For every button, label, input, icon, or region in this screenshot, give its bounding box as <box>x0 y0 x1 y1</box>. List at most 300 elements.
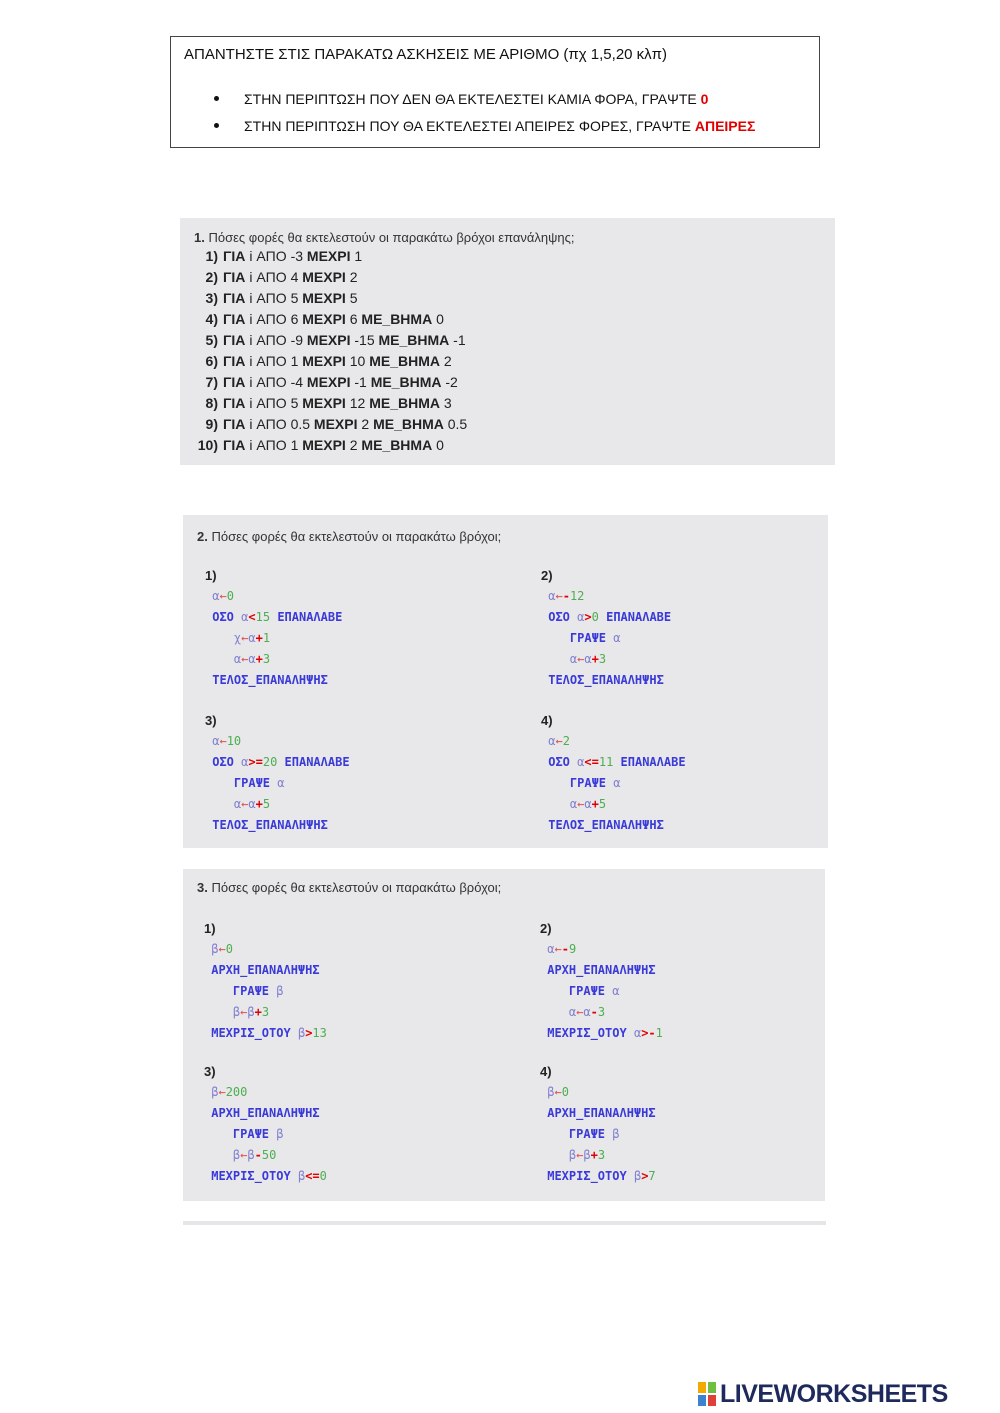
bullet-dot-icon <box>214 96 219 101</box>
exercise-1-panel <box>180 218 835 465</box>
loop-variable: i <box>249 374 253 390</box>
step-value: 3 <box>443 395 452 411</box>
item-number: 6) <box>205 353 218 369</box>
code-line <box>204 1082 327 1103</box>
code-line <box>205 815 350 836</box>
from-value: 1 <box>290 437 299 453</box>
number: 3 <box>262 652 271 666</box>
keyword-until: ΜΕΧΡΙΣ_ΟΤΟΥ <box>547 1026 627 1040</box>
loop-variable: i <box>249 290 253 306</box>
item-number: 3) <box>205 290 218 306</box>
variable: α <box>583 1005 591 1019</box>
code-block <box>205 710 350 836</box>
assign-arrow-icon: ← <box>576 1148 584 1162</box>
code-block <box>205 565 342 691</box>
keyword-write: ΓΡΑΨΕ <box>568 1127 606 1141</box>
variable: β <box>247 1005 255 1019</box>
number: 1 <box>655 1026 663 1040</box>
variable: α <box>248 797 256 811</box>
from-value: 5 <box>290 290 299 306</box>
minus-sign: - <box>562 589 570 603</box>
divider <box>183 1221 826 1225</box>
keyword-write: ΓΡΑΨΕ <box>569 631 607 645</box>
block-number: 2) <box>540 921 552 936</box>
variable: α <box>584 652 592 666</box>
keyword-while: ΟΣΟ <box>212 755 234 769</box>
variable: α <box>569 797 578 811</box>
variable: α <box>548 734 556 748</box>
from-value: 5 <box>290 395 299 411</box>
number: 0 <box>319 1169 327 1183</box>
keyword-end: ΤΕΛΟΣ_ΕΠΑΝΑΛΗΨΗΣ <box>548 673 664 687</box>
keyword-from: ΑΠΟ <box>256 374 287 390</box>
assign-arrow-icon: ← <box>218 942 226 956</box>
keyword-write: ΓΡΑΨΕ <box>233 776 271 790</box>
variable: α <box>612 984 620 998</box>
code-line <box>205 752 350 773</box>
item-number: 5) <box>205 332 218 348</box>
keyword-repeat: ΕΠΑΝΑΛΑΒΕ <box>277 610 343 624</box>
code-line <box>541 607 671 628</box>
loop-variable: i <box>249 353 253 369</box>
code-block <box>204 918 327 1044</box>
exercise-2-panel <box>183 515 828 848</box>
assign-arrow-icon: ← <box>555 734 563 748</box>
assign-arrow-icon: ← <box>577 797 585 811</box>
keyword-while: ΟΣΟ <box>548 755 570 769</box>
bullet-emphasis: ΑΠΕΙΡΕΣ <box>694 118 756 134</box>
keyword-step: ΜΕ_ΒΗΜΑ <box>378 332 450 348</box>
keyword-to: ΜΕΧΡΙ <box>302 437 346 453</box>
variable: α <box>584 797 592 811</box>
keyword-for: ΓΙΑ <box>223 248 246 264</box>
keyword-repeat: ΕΠΑΝΑΛΑΒΕ <box>606 610 672 624</box>
exercise-1-item <box>188 269 358 285</box>
code-line <box>540 1145 656 1166</box>
number: 5 <box>262 797 271 811</box>
variable: β <box>211 942 219 956</box>
keyword-from: ΑΠΟ <box>256 437 287 453</box>
operator: + <box>590 1148 598 1162</box>
keyword-repeat-start: ΑΡΧΗ_ΕΠΑΝΑΛΗΨΗΣ <box>547 963 656 977</box>
variable: β <box>276 1127 284 1141</box>
code-line <box>204 981 327 1002</box>
variable: α <box>248 652 256 666</box>
step-value: 0.5 <box>447 416 468 432</box>
exercise-1-title: 1. Πόσες φορές θα εκτελεστούν οι παρακάτω βρόχοι επανάληψης; <box>194 230 575 245</box>
assign-arrow-icon: ← <box>241 797 249 811</box>
exercise-3-title: 3. Πόσες φορές θα εκτελεστούν οι παρακάτω βρόχοι; <box>197 880 502 895</box>
keyword-for: ΓΙΑ <box>223 374 246 390</box>
keyword-for: ΓΙΑ <box>223 311 246 327</box>
to-value: 2 <box>349 269 358 285</box>
from-value: -9 <box>290 332 304 348</box>
assign-arrow-icon: ← <box>576 1005 584 1019</box>
step-value: -2 <box>445 374 458 390</box>
bullet-emphasis: 0 <box>700 91 709 107</box>
logo-square <box>697 1394 707 1407</box>
assign-arrow-icon: ← <box>218 1085 226 1099</box>
variable: α <box>568 1005 577 1019</box>
bullet-text: ΣΤΗΝ ΠΕΡΙΠΤΩΣΗ ΠΟΥ ΘΑ ΕΚΤΕΛΕΣΤΕΙ ΑΠΕΙΡΕΣ ΦΟΡΕΣ, ΓΡΑΨΤΕ <box>244 118 695 134</box>
keyword-step: ΜΕ_ΒΗΜΑ <box>361 311 433 327</box>
loop-variable: i <box>249 311 253 327</box>
from-value: 1 <box>290 353 299 369</box>
logo-square <box>697 1381 707 1394</box>
variable: α <box>577 755 585 769</box>
keyword-for: ΓΙΑ <box>223 290 246 306</box>
block-number: 4) <box>540 1064 552 1079</box>
code-line <box>205 773 350 794</box>
keyword-from: ΑΠΟ <box>256 311 287 327</box>
code-line <box>205 794 350 815</box>
operator: <= <box>305 1169 320 1183</box>
code-block <box>204 1061 327 1187</box>
code-line <box>204 1103 327 1124</box>
variable: α <box>241 610 249 624</box>
code-line <box>540 939 663 960</box>
variable: α <box>248 631 256 645</box>
number: 10 <box>226 734 242 748</box>
operator: > <box>584 610 592 624</box>
item-number: 1) <box>205 248 218 264</box>
to-value: -1 <box>354 374 367 390</box>
assign-arrow-icon: ← <box>555 589 563 603</box>
exercise-1-item <box>188 248 362 264</box>
code-line <box>540 1002 663 1023</box>
exercise-1-item <box>188 332 466 348</box>
block-number: 4) <box>541 713 553 728</box>
code-line <box>205 670 342 691</box>
variable: χ <box>233 631 242 645</box>
code-line <box>205 586 342 607</box>
variable: β <box>547 1085 555 1099</box>
code-line <box>204 960 327 981</box>
operator: > <box>305 1026 313 1040</box>
assign-arrow-icon: ← <box>241 631 249 645</box>
keyword-step: ΜΕ_ΒΗΜΑ <box>369 395 440 411</box>
operator: <= <box>584 755 599 769</box>
keyword-from: ΑΠΟ <box>256 248 287 264</box>
variable: α <box>569 652 578 666</box>
keyword-write: ΓΡΑΨΕ <box>569 776 607 790</box>
step-value: 2 <box>443 353 452 369</box>
keyword-to: ΜΕΧΡΙ <box>302 290 346 306</box>
keyword-from: ΑΠΟ <box>256 290 287 306</box>
number: 3 <box>261 1005 270 1019</box>
code-line <box>204 939 327 960</box>
keyword-to: ΜΕΧΡΙ <box>302 269 346 285</box>
keyword-for: ΓΙΑ <box>223 416 246 432</box>
instructions-title: ΑΠΑΝΤΗΣΤΕ ΣΤΙΣ ΠΑΡΑΚΑΤΩ ΑΣΚΗΣΕΙΣ ΜΕ ΑΡΙΘΜΟ (πχ 1,5,20 κλπ) <box>184 46 668 63</box>
from-value: -4 <box>290 374 304 390</box>
code-block <box>540 918 663 1044</box>
keyword-for: ΓΙΑ <box>223 395 246 411</box>
exercise-3-panel <box>183 869 825 1201</box>
keyword-from: ΑΠΟ <box>256 332 287 348</box>
keyword-to: ΜΕΧΡΙ <box>306 248 351 264</box>
keyword-repeat-start: ΑΡΧΗ_ΕΠΑΝΑΛΗΨΗΣ <box>211 963 320 977</box>
number: 2 <box>562 734 570 748</box>
code-line <box>540 1103 656 1124</box>
block-number: 1) <box>205 568 217 583</box>
variable: α <box>633 1026 642 1040</box>
code-line <box>541 731 686 752</box>
keyword-from: ΑΠΟ <box>256 416 287 432</box>
variable: α <box>212 589 220 603</box>
number: 20 <box>262 755 278 769</box>
to-value: 6 <box>349 311 358 327</box>
keyword-write: ΓΡΑΨΕ <box>232 1127 270 1141</box>
step-value: -1 <box>453 332 466 348</box>
assign-arrow-icon: ← <box>554 942 562 956</box>
assign-arrow-icon: ← <box>240 1148 248 1162</box>
operator: + <box>254 1005 262 1019</box>
item-number: 10) <box>197 437 218 453</box>
keyword-step: ΜΕ_ΒΗΜΑ <box>373 416 444 432</box>
variable: β <box>232 1005 241 1019</box>
operator: >= <box>248 755 263 769</box>
exercise-1-item <box>188 353 452 369</box>
variable: α <box>277 776 285 790</box>
code-line <box>541 586 671 607</box>
keyword-repeat-start: ΑΡΧΗ_ΕΠΑΝΑΛΗΨΗΣ <box>211 1106 320 1120</box>
loop-variable: i <box>249 416 253 432</box>
operator: >- <box>641 1026 656 1040</box>
item-number: 7) <box>205 374 218 390</box>
number: 12 <box>569 589 585 603</box>
assign-arrow-icon: ← <box>219 734 227 748</box>
keyword-end: ΤΕΛΟΣ_ΕΠΑΝΑΛΗΨΗΣ <box>212 673 328 687</box>
step-value: 0 <box>436 311 444 327</box>
keyword-until: ΜΕΧΡΙΣ_ΟΤΟΥ <box>547 1169 627 1183</box>
keyword-repeat: ΕΠΑΝΑΛΑΒΕ <box>620 755 686 769</box>
keyword-for: ΓΙΑ <box>223 353 246 369</box>
operator: - <box>254 1148 262 1162</box>
keyword-end: ΤΕΛΟΣ_ΕΠΑΝΑΛΗΨΗΣ <box>212 818 328 832</box>
code-line <box>205 607 342 628</box>
keyword-from: ΑΠΟ <box>256 395 287 411</box>
code-block <box>541 565 671 691</box>
code-line <box>205 649 342 670</box>
exercise-1-item <box>188 437 444 453</box>
code-line <box>204 1023 327 1044</box>
number: 0 <box>561 1085 569 1099</box>
to-value: -15 <box>354 332 375 348</box>
exercise-1-item <box>188 374 458 390</box>
number: 3 <box>597 1148 606 1162</box>
variable: α <box>233 797 242 811</box>
keyword-to: ΜΕΧΡΙ <box>306 374 351 390</box>
variable: β <box>232 1148 241 1162</box>
to-value: 5 <box>349 290 358 306</box>
keyword-from: ΑΠΟ <box>256 269 287 285</box>
keyword-step: ΜΕ_ΒΗΜΑ <box>370 374 442 390</box>
keyword-until: ΜΕΧΡΙΣ_ΟΤΟΥ <box>211 1026 291 1040</box>
variable: α <box>613 631 621 645</box>
liveworksheets-logo <box>697 1380 948 1408</box>
variable: β <box>583 1148 591 1162</box>
exercise-1-item <box>188 290 358 306</box>
keyword-for: ΓΙΑ <box>223 332 246 348</box>
code-line <box>540 1082 656 1103</box>
number: 5 <box>598 797 607 811</box>
keyword-for: ΓΙΑ <box>223 437 246 453</box>
variable: α <box>613 776 621 790</box>
from-value: -3 <box>290 248 304 264</box>
keyword-to: ΜΕΧΡΙ <box>302 311 346 327</box>
keyword-to: ΜΕΧΡΙ <box>313 416 358 432</box>
loop-variable: i <box>249 332 253 348</box>
step-value: 0 <box>436 437 444 453</box>
code-line <box>540 1124 656 1145</box>
logo-square <box>707 1381 717 1394</box>
operator: + <box>591 652 599 666</box>
number: 0 <box>226 589 234 603</box>
from-value: 6 <box>290 311 299 327</box>
code-block <box>540 1061 656 1187</box>
bullet-dot-icon <box>214 123 219 128</box>
keyword-end: ΤΕΛΟΣ_ΕΠΑΝΑΛΗΨΗΣ <box>548 818 664 832</box>
number: 15 <box>255 610 271 624</box>
keyword-write: ΓΡΑΨΕ <box>568 984 606 998</box>
keyword-to: ΜΕΧΡΙ <box>306 332 351 348</box>
variable: α <box>547 942 555 956</box>
minus-sign: - <box>561 942 569 956</box>
assign-arrow-icon: ← <box>554 1085 562 1099</box>
code-block <box>541 710 686 836</box>
to-value: 12 <box>349 395 366 411</box>
exercise-1-item <box>188 311 444 327</box>
code-line <box>204 1002 327 1023</box>
keyword-write: ΓΡΑΨΕ <box>232 984 270 998</box>
assign-arrow-icon: ← <box>577 652 585 666</box>
keyword-until: ΜΕΧΡΙΣ_ΟΤΟΥ <box>211 1169 291 1183</box>
keyword-to: ΜΕΧΡΙ <box>302 395 346 411</box>
number: 200 <box>225 1085 248 1099</box>
operator: > <box>641 1169 649 1183</box>
exercise-1-item <box>188 395 452 411</box>
variable: α <box>548 589 556 603</box>
assign-arrow-icon: ← <box>241 652 249 666</box>
code-line <box>541 752 686 773</box>
instructions-box <box>170 36 820 148</box>
loop-variable: i <box>249 395 253 411</box>
block-number: 1) <box>204 921 216 936</box>
number: 7 <box>648 1169 656 1183</box>
variable: α <box>241 755 249 769</box>
keyword-step: ΜΕ_ΒΗΜΑ <box>361 437 433 453</box>
variable: β <box>211 1085 219 1099</box>
operator: < <box>248 610 256 624</box>
item-number: 9) <box>205 416 218 432</box>
operator: + <box>255 631 263 645</box>
operator: + <box>591 797 599 811</box>
code-line <box>205 731 350 752</box>
number: 1 <box>262 631 271 645</box>
from-value: 0.5 <box>290 416 311 432</box>
number: 0 <box>225 942 233 956</box>
code-line <box>541 773 686 794</box>
bullet-text: ΣΤΗΝ ΠΕΡΙΠΤΩΣΗ ΠΟΥ ΔΕΝ ΘΑ ΕΚΤΕΛΕΣΤΕΙ ΚΑΜΙΑ ΦΟΡΑ, ΓΡΑΨΤΕ <box>244 91 701 107</box>
number: 50 <box>261 1148 277 1162</box>
keyword-repeat: ΕΠΑΝΑΛΑΒΕ <box>284 755 350 769</box>
keyword-repeat-start: ΑΡΧΗ_ΕΠΑΝΑΛΗΨΗΣ <box>547 1106 656 1120</box>
code-line <box>541 794 686 815</box>
item-number: 8) <box>205 395 218 411</box>
keyword-step: ΜΕ_ΒΗΜΑ <box>369 353 440 369</box>
number: 0 <box>591 610 599 624</box>
assign-arrow-icon: ← <box>219 589 227 603</box>
number: 9 <box>568 942 577 956</box>
variable: β <box>297 1026 306 1040</box>
operator: + <box>255 797 263 811</box>
code-line <box>205 628 342 649</box>
code-line <box>540 1166 656 1187</box>
to-value: 1 <box>354 248 363 264</box>
assign-arrow-icon: ← <box>240 1005 248 1019</box>
loop-variable: i <box>249 248 253 264</box>
variable: β <box>297 1169 306 1183</box>
number: 13 <box>312 1026 327 1040</box>
keyword-from: ΑΠΟ <box>256 353 287 369</box>
loop-variable: i <box>249 437 253 453</box>
code-line <box>540 1023 663 1044</box>
variable: β <box>247 1148 255 1162</box>
operator: - <box>590 1005 598 1019</box>
code-line <box>541 649 671 670</box>
to-value: 2 <box>349 437 358 453</box>
block-number: 3) <box>204 1064 216 1079</box>
loop-variable: i <box>249 269 253 285</box>
keyword-while: ΟΣΟ <box>212 610 234 624</box>
variable: β <box>276 984 284 998</box>
item-number: 4) <box>205 311 218 327</box>
variable: β <box>612 1127 620 1141</box>
item-number: 2) <box>205 269 218 285</box>
code-line <box>541 670 671 691</box>
keyword-for: ΓΙΑ <box>223 269 246 285</box>
variable: α <box>233 652 242 666</box>
code-line <box>204 1124 327 1145</box>
code-line <box>204 1145 327 1166</box>
number: 11 <box>598 755 614 769</box>
logo-square <box>707 1394 717 1407</box>
block-number: 2) <box>541 568 553 583</box>
logo-wordmark: LIVEWORKSHEETS <box>720 1379 948 1408</box>
to-value: 10 <box>349 353 366 369</box>
number: 3 <box>597 1005 606 1019</box>
block-number: 3) <box>205 713 217 728</box>
code-line <box>540 960 663 981</box>
code-line <box>541 815 686 836</box>
exercise-1-item <box>188 416 467 432</box>
variable: β <box>633 1169 642 1183</box>
keyword-to: ΜΕΧΡΙ <box>302 353 346 369</box>
code-line <box>541 628 671 649</box>
code-line <box>540 981 663 1002</box>
to-value: 2 <box>361 416 370 432</box>
variable: β <box>568 1148 577 1162</box>
variable: α <box>212 734 220 748</box>
variable: α <box>577 610 585 624</box>
keyword-while: ΟΣΟ <box>548 610 570 624</box>
operator: + <box>255 652 263 666</box>
exercise-2-title: 2. Πόσες φορές θα εκτελεστούν οι παρακάτω βρόχοι; <box>197 529 502 544</box>
code-line <box>204 1166 327 1187</box>
logo-mark-icon <box>697 1381 717 1407</box>
number: 3 <box>598 652 607 666</box>
